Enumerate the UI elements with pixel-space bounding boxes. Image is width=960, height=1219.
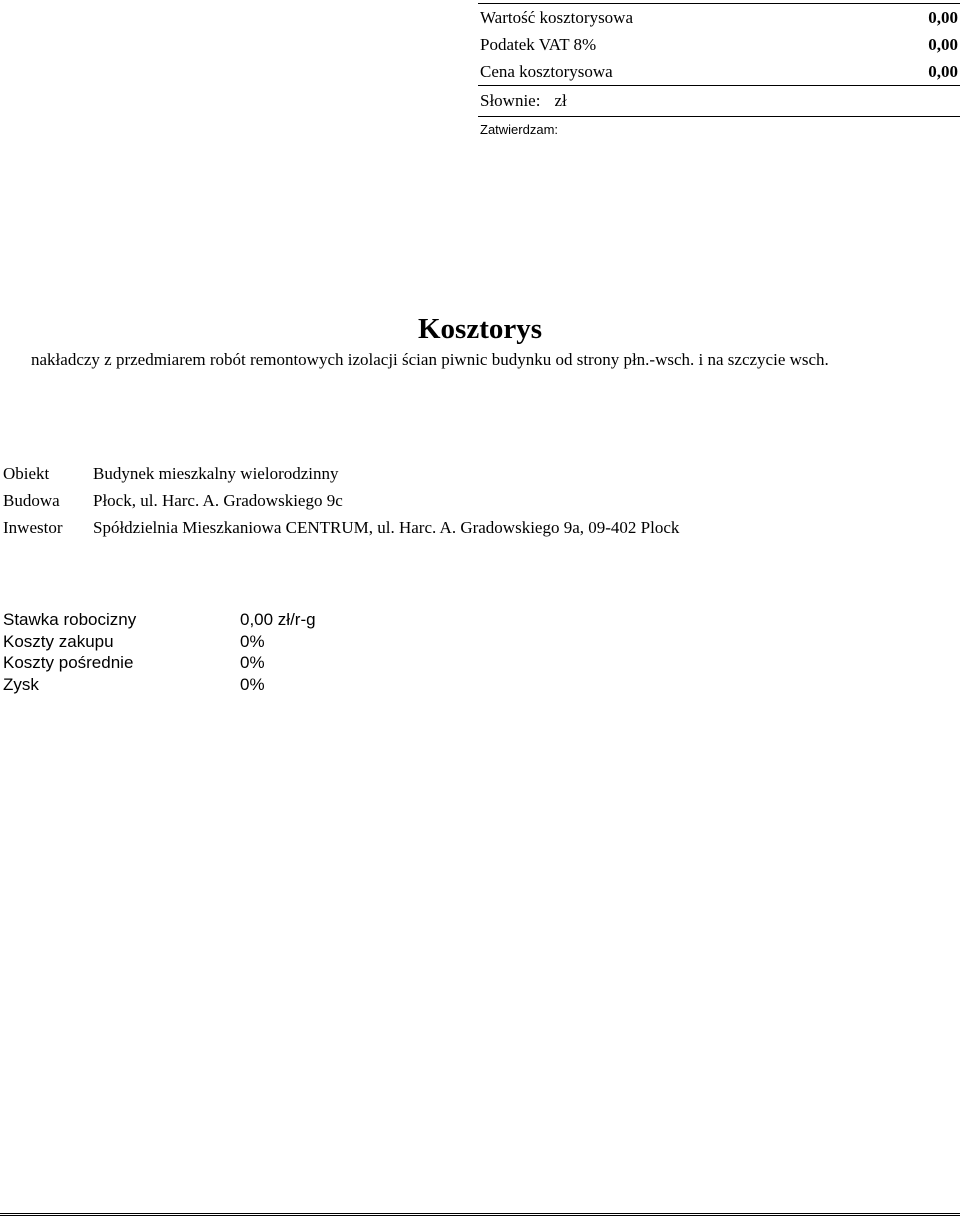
site-value: Płock, ul. Harc. A. Gradowskiego 9c xyxy=(93,491,343,510)
vat-amount: 0,00 xyxy=(928,35,958,54)
labor-label: Stawka robocizny xyxy=(3,610,137,629)
title-block xyxy=(0,310,960,372)
approve-label: Zatwierdzam: xyxy=(480,122,559,137)
rate-row-profit xyxy=(3,674,316,696)
rate-row-labor xyxy=(3,609,316,631)
summary-bottom-rule xyxy=(478,116,960,117)
page-title: Kosztorys xyxy=(417,313,543,345)
page-subtitle: nakładczy z przedmiarem robót remontowych izolacji ścian piwnic budynku od strony płn.-wsch. i na szczycie wsch. xyxy=(31,350,829,369)
rate-row-indirect xyxy=(3,652,316,674)
project-info xyxy=(3,460,679,541)
object-label: Obiekt xyxy=(3,464,50,483)
summary-vat-row xyxy=(478,31,960,58)
investor-value: Spółdzielnia Mieszkaniowa CENTRUM, ul. Harc. A. Gradowskiego 9a, 09-402 Plock xyxy=(93,518,680,537)
object-value: Budynek mieszkalny wielorodzinny xyxy=(93,464,339,483)
vat-label: Podatek VAT 8% xyxy=(480,35,597,54)
price-amount: 0,00 xyxy=(928,62,958,81)
indirect-value: 0% xyxy=(240,653,265,672)
words-label: Słownie: xyxy=(480,91,541,110)
info-object-row xyxy=(3,460,679,487)
profit-value: 0% xyxy=(240,674,265,694)
cost-summary xyxy=(478,3,960,140)
info-investor-row xyxy=(3,514,679,541)
value-amount: 0,00 xyxy=(928,8,958,27)
labor-value: 0,00 zł/r-g xyxy=(240,610,316,629)
footer-double-rule xyxy=(0,1213,960,1216)
profit-label: Zysk xyxy=(3,674,39,694)
summary-price-row xyxy=(478,58,960,85)
site-label: Budowa xyxy=(3,491,60,510)
summary-value-row xyxy=(478,4,960,31)
rates-table xyxy=(3,609,316,695)
info-site-row xyxy=(3,487,679,514)
value-label: Wartość kosztorysowa xyxy=(480,8,634,27)
purchase-label: Koszty zakupu xyxy=(3,631,114,651)
words-unit: zł xyxy=(554,91,567,110)
indirect-label: Koszty pośrednie xyxy=(3,653,134,672)
summary-words-row xyxy=(478,86,960,116)
investor-label: Inwestor xyxy=(3,518,63,537)
price-label: Cena kosztorysowa xyxy=(480,62,613,81)
rate-row-purchase xyxy=(3,631,316,653)
purchase-value: 0% xyxy=(240,631,265,651)
